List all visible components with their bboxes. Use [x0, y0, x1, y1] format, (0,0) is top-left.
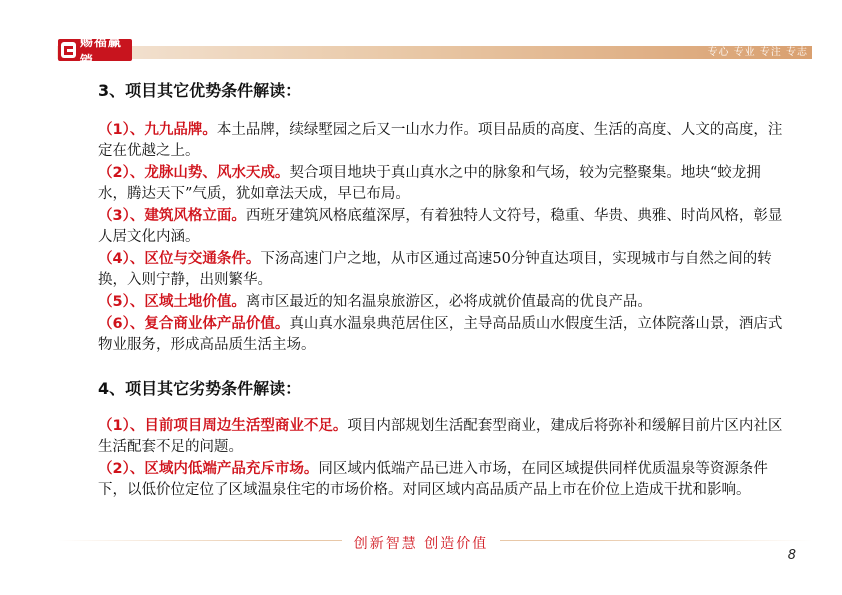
item-label: （2）、龙脉山势、风水天成。: [98, 165, 290, 181]
header-slogan: 专心 专业 专注 专志: [707, 47, 808, 58]
advantage-item-5: [98, 292, 788, 313]
item-text: 下汤高速门户之地，从市区通过高速50分钟直达项目，实现城市与自然之间的转换，入则宁静，出则繁华。: [98, 251, 772, 288]
advantage-item-6: [98, 314, 788, 356]
item-label: （5）、区域土地价值。: [98, 294, 246, 310]
footer-slogan-text: 创新智慧 创造价值: [342, 536, 500, 552]
item-text: 离市区最近的知名温泉旅游区，必将成就价值最高的优良产品。: [245, 294, 652, 310]
page-number: 8: [787, 548, 796, 563]
item-text: 西班牙建筑风格底蕴深厚，有着独特人文符号，稳重、华贵、典雅、时尚风格，彰显人居文化内涵。: [98, 208, 783, 245]
section-title-disadvantages: 4、项目其它劣势条件解读：: [98, 379, 302, 398]
item-label: （3）、建筑风格立面。: [98, 208, 246, 224]
footer-slogan: [0, 533, 842, 553]
brand-logo: [58, 35, 132, 69]
advantage-item-1: [98, 120, 788, 162]
item-label: （2）、区域内低端产品充斥市场。: [98, 461, 319, 477]
disadvantage-item-2: [98, 459, 788, 501]
advantage-item-4: [98, 249, 788, 291]
item-text: 真山真水温泉典范居住区，主导高品质山水假度生活，立体院落山景，酒店式物业服务，形成高品质生活主场。: [98, 316, 783, 353]
advantage-item-2: [98, 163, 788, 205]
item-text: 项目内部规划生活配套型商业，建成后将弥补和缓解目前片区内社区生活配套不足的问题。: [98, 418, 783, 455]
item-text: 同区域内低端产品已进入市场，在同区域提供同样优质温泉等资源条件下，以低价位定位了区域温泉住宅的市场价格。对同区域内高品质产品上市在价位上造成干扰和影响。: [98, 461, 768, 498]
header-bar: [57, 46, 812, 59]
item-text: 本土品牌，续绿墅园之后又一山水力作。项目品质的高度、生活的高度、人文的高度，注定在优越之上。: [98, 122, 783, 159]
item-text: 契合项目地块于真山真水之中的脉象和气场，较为完整聚集。地块“蛟龙拥水，腾达天下”气质，犹如章法天成，早已布局。: [98, 165, 761, 202]
logo-text: 赐福赢销: [79, 35, 122, 69]
advantage-item-3: [98, 206, 788, 248]
item-label: （4）、区位与交通条件。: [98, 251, 261, 267]
item-label: （1）、九九品牌。: [98, 122, 217, 138]
item-label: （6）、复合商业体产品价值。: [98, 316, 290, 332]
disadvantage-item-1: [98, 416, 788, 458]
item-label: （1）、目前项目周边生活型商业不足。: [98, 418, 348, 434]
section-title-advantages: 3、项目其它优势条件解读：: [98, 81, 302, 100]
logo-icon: [61, 42, 76, 58]
